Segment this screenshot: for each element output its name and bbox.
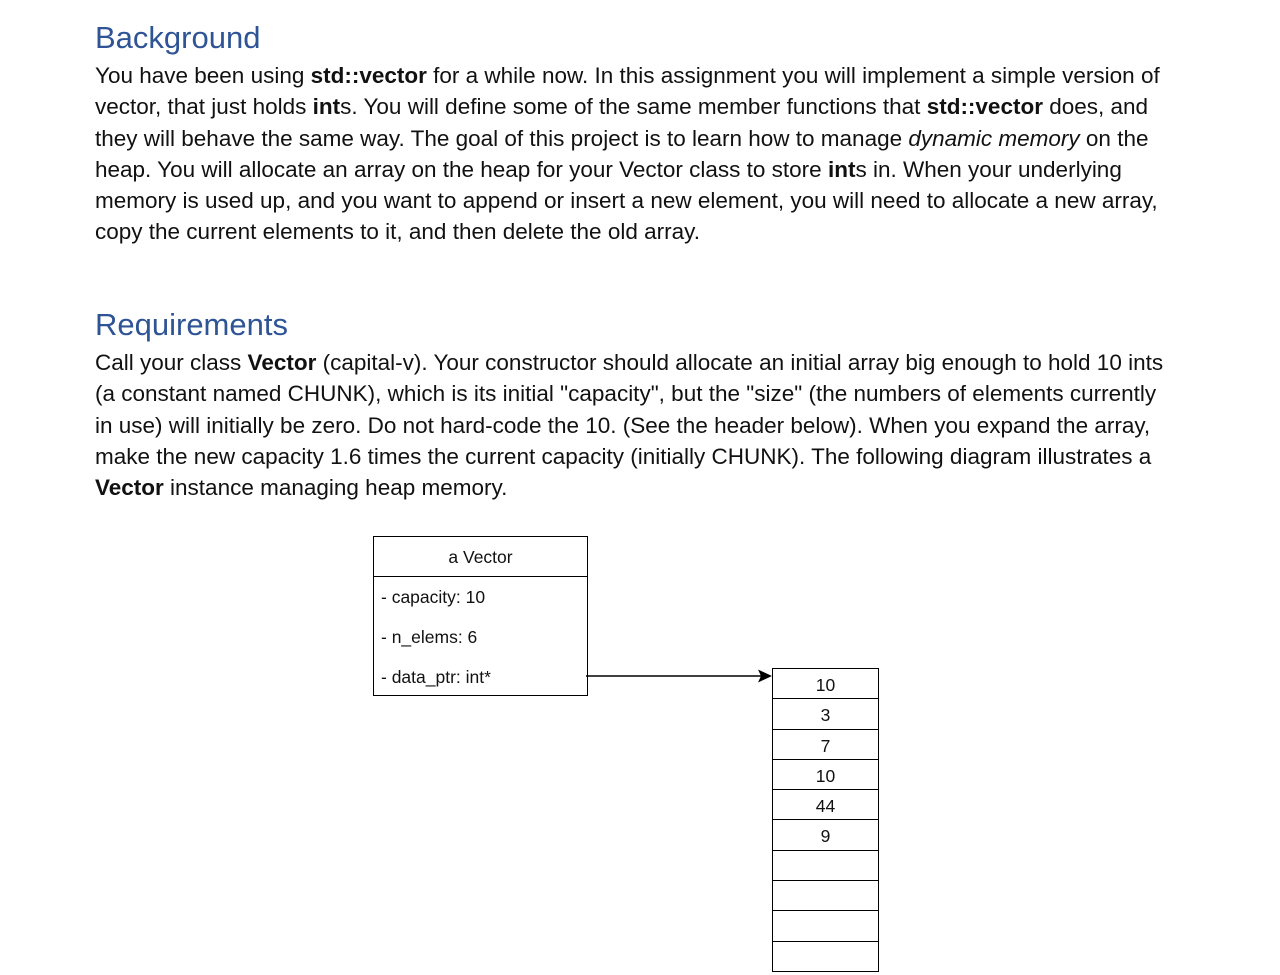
array-cell-6: [772, 851, 879, 881]
text-run: Vector: [247, 350, 317, 375]
paragraph-background: [95, 60, 1175, 248]
array-cell-2: 7: [772, 730, 879, 760]
array-cell-7: [772, 881, 879, 911]
array-cell-0: 10: [772, 668, 879, 699]
array-cell-5: 9: [772, 820, 879, 850]
text-run: does, and they will behave the same way. The goal of this project is to learn how to manage: [95, 94, 1149, 151]
heading-background: Background: [95, 20, 261, 55]
text-run: You have been using: [95, 63, 311, 88]
text-run: int: [312, 94, 341, 120]
pointer-arrow: [586, 665, 778, 685]
array-cell-8: [772, 911, 879, 941]
array-cell-9: [772, 942, 879, 972]
attribute-n-elems: - n_elems: 6: [381, 627, 478, 647]
paragraph-requirements: [95, 347, 1175, 503]
text-run: std::vector: [310, 63, 427, 88]
heap-array: [772, 668, 879, 972]
array-cell-3: 10: [772, 760, 879, 790]
text-run: Vector: [95, 475, 164, 501]
vector-class-box: [373, 536, 588, 696]
attribute-data-ptr: - data_ptr: int*: [381, 667, 491, 687]
text-run: dynamic memory: [908, 125, 1080, 151]
text-run: for a while now. In this assignment you will implement a simple version of vector, that just holds: [95, 63, 1160, 120]
text-run: std::vector: [926, 94, 1043, 120]
text-run: (capital-v). Your constructor should allocate an initial array big enough to hold 10 ints (a constant named CHUNK), which is its initial "capacity", but the "size" (the numbers of elements currently in use) will initially be zero. Do not hard-code the 10. (See the header below). When you expand the array, make the new capacity 1.6 times the current capacity (initially CHUNK). The following diagram illustrates a: [95, 350, 1164, 469]
text-run: instance managing heap memory.: [163, 475, 508, 501]
text-run: int: [827, 156, 856, 182]
heading-requirements: Requirements: [95, 307, 288, 342]
class-box-title: a Vector: [374, 537, 587, 577]
text-run: Call your class: [95, 350, 248, 375]
text-run: on the heap. You will allocate an array on the heap for your Vector class to store: [95, 125, 1149, 182]
array-cell-4: 44: [772, 790, 879, 820]
text-run: s in. When your underlying memory is used up, and you want to append or insert a new element, you will need to allocate a new array, copy the current elements to it, and then delete the old array.: [95, 156, 1158, 245]
array-cell-1: 3: [772, 699, 879, 729]
attribute-capacity: - capacity: 10: [381, 587, 486, 607]
text-run: s. You will define some of the same member functions that: [340, 94, 927, 120]
